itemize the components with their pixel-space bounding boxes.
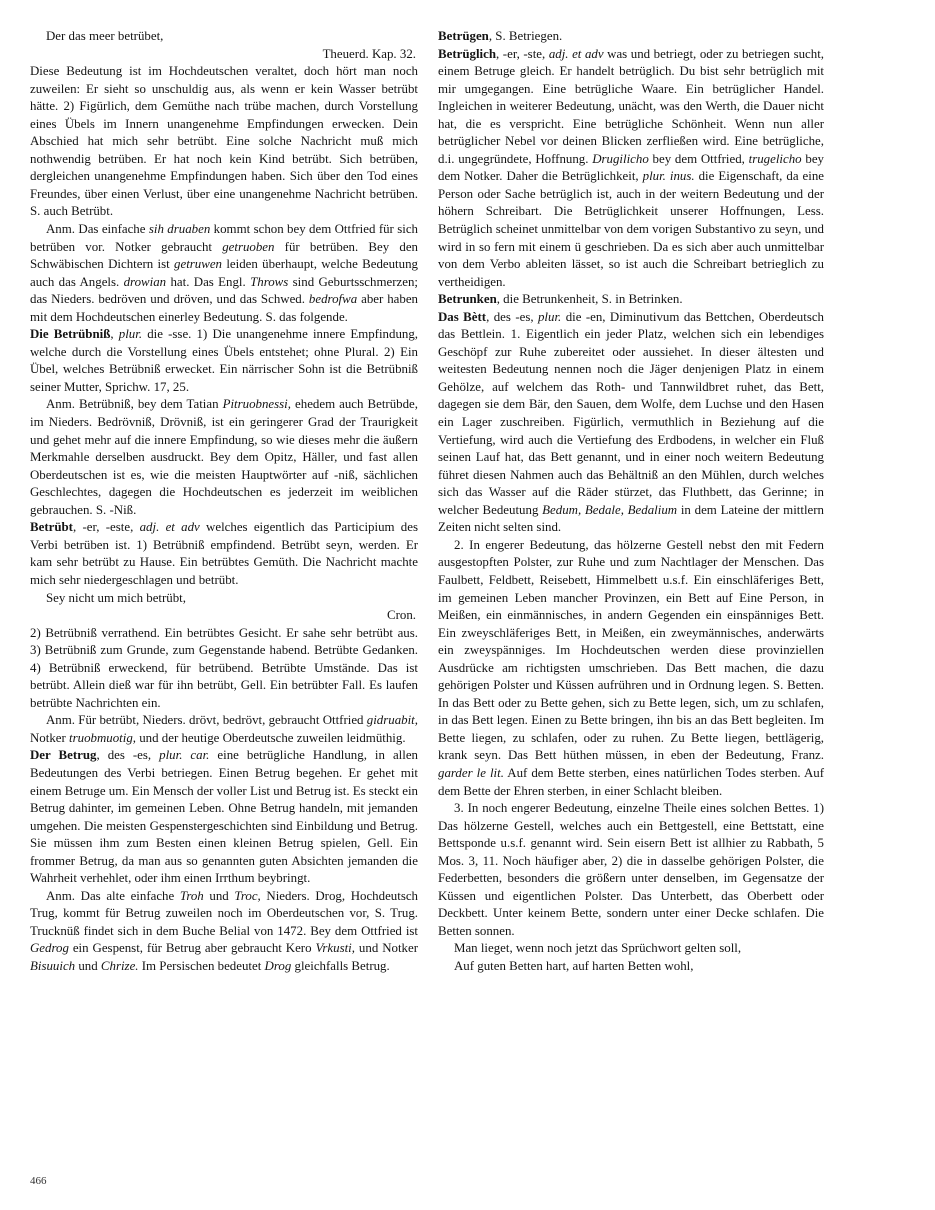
right-column xyxy=(438,28,824,976)
italic-term: bedrofwa xyxy=(308,292,358,307)
text-run: , -er, -ste, xyxy=(496,46,549,61)
verse-line: Auf guten Betten hart, auf harten Betten wohl, xyxy=(454,958,694,973)
headword: Betrügen xyxy=(438,29,489,43)
entry-paragraph xyxy=(30,326,418,396)
entry-paragraph xyxy=(438,800,824,940)
text-run: und der heutige Oberdeutsche zuweilen leidmüthig. xyxy=(136,730,406,745)
text-run: leiden überhaupt, welche Bedeutung auch das Angels. xyxy=(30,257,418,289)
italic-term: Pitruobnessi, xyxy=(222,397,291,412)
left-column xyxy=(30,28,418,976)
text-run: und xyxy=(75,958,101,973)
italic-term: truobmuotig, xyxy=(69,730,136,745)
italic-term: Bisuuich xyxy=(30,958,76,973)
italic-term: garder le lit. xyxy=(438,765,504,780)
italic-term: Bedum, Bedale, Bedalium xyxy=(542,502,678,517)
text-run: Anm. Das einfache xyxy=(46,222,149,237)
italic-term: trugelicho xyxy=(748,151,802,166)
italic-term: Throws xyxy=(250,274,289,289)
text-run: in dem Lateine der mittlern Zeiten nicht selten sind. xyxy=(438,502,824,535)
text-run: , xyxy=(110,327,119,342)
italic-term: plur. xyxy=(537,309,562,324)
headword: Betrüglich xyxy=(438,46,497,61)
text-run: , -er, -este, xyxy=(72,520,140,535)
citation-source: Cron. xyxy=(386,608,416,623)
italic-term: Vrkusti, xyxy=(315,941,355,956)
text-run: 3. In noch engerer Bedeutung, einzelne Theile eines solchen Bettes. 1) Das hölzerne Gestell, welches auch ein Bettgestell, eine Bettstatt, eine Bettsponde u.s.f. genannt wird. Sein eisern Bett ist allhier zu Rabbath, 5 Mos. 3, 11. Noch häufiger aber, 2) die in dasselbe gehörigen Polster, die Federbetten, besonders die größern unter denselben, im Gegensatze der Küssen und eigentlichen Polster. Das Unterbett, das Oberbett oder Deckbett. Unter keinem Bette, sondern unter einer Decke schlafen. Die Betten sonnen. xyxy=(438,801,824,938)
entry-paragraph xyxy=(30,625,418,713)
italic-term: plur. inus. xyxy=(642,169,695,184)
italic-term: getruoben xyxy=(222,239,275,254)
text-run: ein Gespenst, für Betrug aber gebraucht Kero xyxy=(68,941,316,956)
text-run: ehedem auch Betrübde, im Nieders. Bedrövniß, Drövniß, ist ein geringerer Grad der Traurigkeit und gehet mehr auf die innere Empfindung, so wie dieses mehr die äußern Merkmahle derselben ausdruckt. Bey dem Opitz, Häller, und fast allen Oberdeutschen ist es, wie die meisten Hauptwörter auf -niß, sächlichen Geschlechtes, dagegen die Hochdeutschen es jederzeit im weiblichen gebrauchen. S. -Niß. xyxy=(30,397,418,517)
italic-term: plur. car. xyxy=(159,748,210,763)
text-run: was und betriegt, oder zu betriegen sucht, einem Betruge gleich. Er handelt betrüglich. Du bist sehr betrüglich mit mir umgegangen. Eine betrügliche Waare. Ein betrüglicher Handel. Ingleichen in weiterer Bedeutung, unächt, was den Werth, die Dauer nicht hat, die es verspricht. Eine betrügliche Schönheit. Wenn nun aller betrüglicher Nebel vor deinen Blicken zerfließen wird. Eine betrügliche, d.i. ungegründete, Hoffnung. xyxy=(438,46,825,166)
verse-line: Man lieget, wenn noch jetzt das Sprüchwort gelten soll, xyxy=(454,941,742,956)
citation-source: Theuerd. Kap. 32. xyxy=(322,46,416,61)
entry-paragraph xyxy=(438,291,824,309)
italic-term: gidruabit, xyxy=(366,713,418,728)
text-run: eine betrügliche Handlung, in allen Bedeutungen des Verbi betriegen. Einen Betrug begehen. Er gehet mit einem Betruge um. Ein Mensch der voller List und Betrug ist. Es steckt ein Betrug dahinter, im gemeinen Leben. Ohne Betrug handeln, mit jemanden umgehen. Die meisten Gespenstergeschichten sind Einbildung und Betrug. Sie müssen ihm zum Besten einen kleinen Betrug spielen, Gell. Ein frommer Betrug, da man aus so genannten guten Absichten jemanden die Wahrheit verhehlet, oder ihm einen Irrthum beybringt. xyxy=(30,748,418,886)
italic-term: plur. xyxy=(118,327,143,342)
text-run: und xyxy=(203,888,235,903)
entry-paragraph xyxy=(30,747,418,887)
headword: Betrübt xyxy=(30,520,73,535)
text-run: aber haben mit dem Hochdeutschen einerley Bedeutung. S. das folgende. xyxy=(30,292,419,324)
entry-paragraph xyxy=(30,519,418,589)
entry-paragraph xyxy=(30,63,418,221)
headword: Das Bètt xyxy=(438,309,487,324)
entry-paragraph xyxy=(30,221,418,326)
text-run: hat. Das Engl. xyxy=(166,274,251,289)
text-run: bey dem Ottfried, xyxy=(648,151,749,166)
text-run: Im Persischen bedeutet xyxy=(138,958,265,973)
text-run: kommt schon bey dem Ottfried für sich betrüben vor. Notker gebraucht xyxy=(30,222,418,254)
text-run: Anm. Betrübniß, bey dem Tatian xyxy=(46,397,223,412)
italic-term: Chrize. xyxy=(100,958,139,973)
headword: Der Betrug xyxy=(30,748,97,763)
text-run: die Eigenschaft, da eine Person oder Sache betrüglich ist, auch in der weitern Bedeutung und der höhern Schreibart. Die Betrüglichkeit unserer Hoffnungen, Less. Betrüglich scheinet unmittelbar von dem vorigen Substantivo zu seyn, und wird in so fern mit einem ü geschrieben. Da es sich aber auch unmittelbar von dem Verbo ableiten lässet, so ist auch die Schreibart betrieglich zu vertheidigen. xyxy=(438,169,824,289)
text-run: sind Geburtsschmerzen; das Nieders. bedröven und dröven, und das Schwed. xyxy=(30,274,418,307)
italic-term: drowian xyxy=(123,274,167,289)
text-run: Diese Bedeutung ist im Hochdeutschen veraltet, doch hört man noch zuweilen: Er sieht so unschuldig aus, als wenn er kein Wasser betrübt hätte. 2) Figürlich, dem Gemüthe nach trübe machen, durch Vorstellung eines Übels im Innern unangenehme Empfindungen erwecken. Dein Abschied hat mich sehr betrübt. Eine solche Nachricht muß mich nothwendig betrüben. Er hat noch kein Kind betrübt. Sich betrüben, dergleichen unangenehme Empfindungen haben. Sich über den Tod eines Freundes, über einen Verlust, über eine unangenehme Nachricht betrüben. S. auch Betrübt. xyxy=(30,64,418,219)
entry-paragraph xyxy=(438,309,824,537)
text-run: , des -es, xyxy=(96,748,160,763)
text-run: Anm. Das alte einfache xyxy=(46,888,180,903)
text-run: die -sse. 1) Die unangenehme innere Empfindung, welche durch die Vorstellung eines Übels entstehet; ohne Plural. 2) Ein Übel, welches Betrübniß erwecket. Ein närrischer Sohn ist die Betrübniß seiner Mutter, Sprichw. 17, 25. xyxy=(30,327,419,394)
italic-term: adj. et adv xyxy=(139,520,200,535)
text-run: gleichfalls Betrug. xyxy=(291,958,390,973)
text-run: Nieders. Drog, Hochdeutsch Trug, kommt für Betrug zuweilen noch im Oberdeutschen vor, S. Trug. Trucknüß findet sich in dem Buche Belial von 1472. Bey dem Ottfried ist xyxy=(30,888,419,938)
verse-line: Der das meer betrübet, xyxy=(46,29,164,43)
entry-paragraph xyxy=(30,888,418,976)
italic-term: Gedrog xyxy=(30,941,69,956)
italic-term: getruwen xyxy=(174,257,223,272)
italic-term: Drog xyxy=(264,958,292,973)
italic-term: Troh xyxy=(179,888,204,903)
text-run: bey dem Notker. Daher die Betrüglichkeit, xyxy=(438,151,824,184)
entry-paragraph xyxy=(30,712,418,747)
italic-term: Troc, xyxy=(234,888,261,903)
text-run: für betrüben. Bey den Schwäbischen Dichtern ist xyxy=(30,239,418,272)
entry-paragraph xyxy=(438,46,824,292)
text-run: , des -es, xyxy=(486,309,538,324)
text-run: 2. In engerer Bedeutung, das hölzerne Gestell nebst den mit Federn ausgestopften Polster, zur Ruhe und zum Nachtlager der Menschen. Das Faulbett, Feldbett, Reisebett, Himmelbett u.s.f. Ein einschläferiges Bett, im gemeinen Leben mancher Provinzen, ein Bett auf Eine Person, in Meißen, ein einmännisches, in andern Gegenden ein einspänniges Bett. Ein zweyschläferiges Bett, in Meißen, ein zweymännisches, anderwärts ein zweyspänniges. Im Hochdeutschen werden diese provinziellen Ausdrücke am richtigsten umschrieben. Das Bett machen, die dazu gehörigen Polster und Küssen aufrühren und in Ordnung legen. S. Betten. In das Bett oder zu Bette gehen, sich zu Bette legen, sich, um zu schlafen, in das Bett legen. Einen zu Bette bringen, ihn bis an das Bett begleiten. Im Bette liegen, zu schlafen, oder zu ruhen. Zu Bette liegen, bettlägerig, krank seyn. Das Bett hüthen müssen, in eben der Bedeutung, Franz. xyxy=(438,537,824,763)
italic-term: sih druaben xyxy=(148,222,211,237)
text-run: Notker xyxy=(30,730,70,745)
italic-term: Drugilicho xyxy=(592,151,649,166)
text-run: , die Betrunkenheit, S. in Betrinken. xyxy=(496,292,683,307)
text-run: und Notker xyxy=(355,941,418,956)
text-run: Anm. Für betrübt, Nieders. drövt, bedrövt, gebraucht Ottfried xyxy=(46,713,367,728)
headword: Betrunken xyxy=(438,292,497,307)
italic-term: adj. et adv xyxy=(548,46,604,61)
headword: Die Betrübniß xyxy=(30,327,111,342)
text-run: Auf dem Bette sterben, eines natürlichen Todes sterben. Auf dem Bette der Ehren sterben, in einer Schlacht bleiben. xyxy=(438,765,825,798)
text-run: 2) Betrübniß verrathend. Ein betrübtes Gesicht. Er sahe sehr betrübt aus. 3) Betrübniß zum Grunde, zum Gegenstande habend. Betrübte Gedanken. 4) Betrübniß erweckend, für betrübend. Betrübte Umstände. Das ist betrübt. Allein dieß war für ihn betrübt, Gell. Ein betrübter Fall. Es laufen betrübte Nachrichten ein. xyxy=(30,625,418,710)
text-run: die -en, Diminutivum das Bettchen, Oberdeutsch das Bettlein. 1. Eigentlich ein jeder Platz, welchen sich ein lebendiges Geschöpf zur Ruhe zubereitet oder aussiehet. In dieser ältesten und weitesten Bedeutung nennen noch die Jäger denjenigen Platz in einem Gehölze, auf welchem das Roth- und Tannwildbret ruhet, das Bett, dagegen sie dem Bär, den Sauen, dem Wolfe, dem Luchse und den Hasen ein Lager zuschreiben. Figürlich, vermuthlich in Beziehung auf die Vertiefung, wird auch die Vertiefung des Erdbodens, in welcher ein Fluß seinen Lauf hat, das Bett genannt, und in einer noch weitern Bedeutung führet diesen Nahmen auch das Behältniß an den Mühlen, durch welches sich das Wasser auf die Räder stürzet, das Fluthbett, das Gerinne; in welcher Bedeutung xyxy=(438,309,825,517)
entry-paragraph xyxy=(30,396,418,519)
verse-line: Sey nicht um mich betrübt, xyxy=(46,590,186,605)
text-run: , S. Betriegen. xyxy=(488,29,563,43)
entry-paragraph xyxy=(438,28,824,46)
text-run: welches eigentlich das Participium des Verbi betrüben ist. 1) Betrübniß empfindend. Betrübt seyn, werden. Er kam sehr betrübt zu Hause. Ein betrübtes Gemüth. Die Nachricht machte mich sehr niedergeschlagen und betrübt. xyxy=(30,520,418,587)
entry-paragraph xyxy=(438,537,824,800)
page-number: 466 xyxy=(30,1175,47,1187)
